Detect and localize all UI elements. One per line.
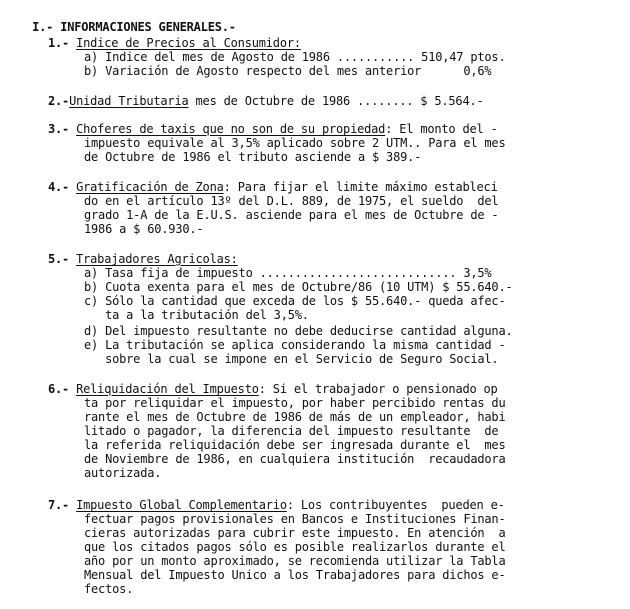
item-5-line-e1: e) La tributación se aplica considerando la misma cantidad - (84, 338, 506, 352)
item-7-line-5: año por un monto aproximado, se recomienda utilizar la Tabla (84, 554, 506, 568)
item-number: 3.- (48, 122, 70, 136)
item-6-line-7: autorizada. (84, 466, 162, 480)
item-1-line-a: a) Indice del mes de Agosto de 1986 ........... 510,47 ptos. (84, 50, 506, 64)
item-4-line-1 (48, 180, 498, 194)
item-3-line-3: de Octubre de 1986 el tributo asciende a $ 389.- (84, 150, 422, 164)
item-7-line-3: cieras autorizadas para cubrir este impuesto. En atención a (84, 526, 506, 540)
item-6-line-1 (48, 382, 498, 396)
item-3-line-2: impuesto equivale al 3,5% aplicado sobre 2 UTM.. Para el mes (84, 136, 506, 150)
item-text: : Para fijar el limite máximo estableci (223, 180, 498, 194)
item-heading: Trabajadores Agricolas: (76, 252, 238, 266)
item-7-line-2: fectuar pagos provisionales en Bancos e Instituciones Finan- (84, 512, 506, 526)
item-3-line-1 (48, 122, 498, 136)
item-text: mes de Octubre de 1986 ........ $ 5.564.- (188, 94, 484, 108)
item-5-heading (48, 252, 238, 266)
item-6-line-4: litado o pagador, la diferencia del impuesto resultante de (84, 424, 499, 438)
item-number: 4.- (48, 180, 70, 194)
item-5-line-b: b) Cuota exenta para el mes de Octubre/86 (10 UTM) $ 55.640.- (84, 280, 513, 294)
item-text: : Si el trabajador o pensionado op (258, 382, 498, 396)
item-5-line-c2: ta a la tributación del 3,5%. (84, 308, 309, 322)
item-7-line-1 (48, 498, 505, 512)
item-6-line-6: de Noviembre de 1986, en cualquiera institución recaudadora (84, 452, 506, 466)
item-number: 1.- (48, 36, 70, 50)
item-heading: Reliquidación del Impuesto (76, 382, 259, 396)
item-heading: Choferes de taxis que no son de su propiedad (76, 122, 386, 136)
item-7-line-6: Mensual del Impuesto Unico a los Trabajadores para dichos e- (84, 568, 506, 582)
item-5-line-a: a) Tasa fija de impuesto ............................ 3,5% (84, 266, 492, 280)
item-number: 6.- (48, 382, 70, 396)
item-7-line-7: fectos. (84, 582, 134, 596)
item-6-line-5: la referida reliquidación debe ser ingresada durante el mes (84, 438, 506, 452)
item-heading: Gratificación de Zona (76, 180, 224, 194)
item-1-heading (48, 36, 301, 50)
item-text: : El monto del - (385, 122, 498, 136)
item-number: 7.- (48, 498, 70, 512)
item-heading: Impuesto Global Complementario (76, 498, 287, 512)
item-5-line-c1: c) Sólo la cantidad que exceda de los $ 55.640.- queda afec- (84, 294, 506, 308)
item-6-line-2: ta por reliquidar el impuesto, por haber percibido rentas du (84, 396, 506, 410)
item-7-line-4: que los citados pagos sólo es posible realizarlos durante el (84, 540, 506, 554)
item-number: 2.- (48, 94, 70, 108)
item-number: 5.- (48, 252, 70, 266)
item-4-line-2: do en el artículo 13º del D.L. 889, de 1975, el sueldo del (84, 194, 499, 208)
item-4-line-3: grado 1-A de la E.U.S. asciende para el mes de Octubre de - (84, 208, 499, 222)
item-text: : Los contribuyentes pueden e- (286, 498, 505, 512)
section-title-text: I.- INFORMACIONES GENERALES.- (32, 20, 236, 34)
item-heading: Unidad Tributaria (69, 94, 189, 108)
item-5-line-d: d) Del impuesto resultante no debe deducirse cantidad alguna. (84, 324, 513, 338)
item-1-line-b: b) Variación de Agosto respecto del mes anterior 0,6% (84, 64, 492, 78)
item-heading: Indice de Precios al Consumidor: (76, 36, 301, 50)
item-2-line (48, 94, 484, 108)
item-5-line-e2: sobre la cual se impone en el Servicio de Seguro Social. (84, 352, 499, 366)
item-4-line-4: 1986 a $ 60.930.- (84, 222, 204, 236)
item-6-line-3: rante el mes de Octubre de 1986 de más de un empleador, habi (84, 410, 506, 424)
